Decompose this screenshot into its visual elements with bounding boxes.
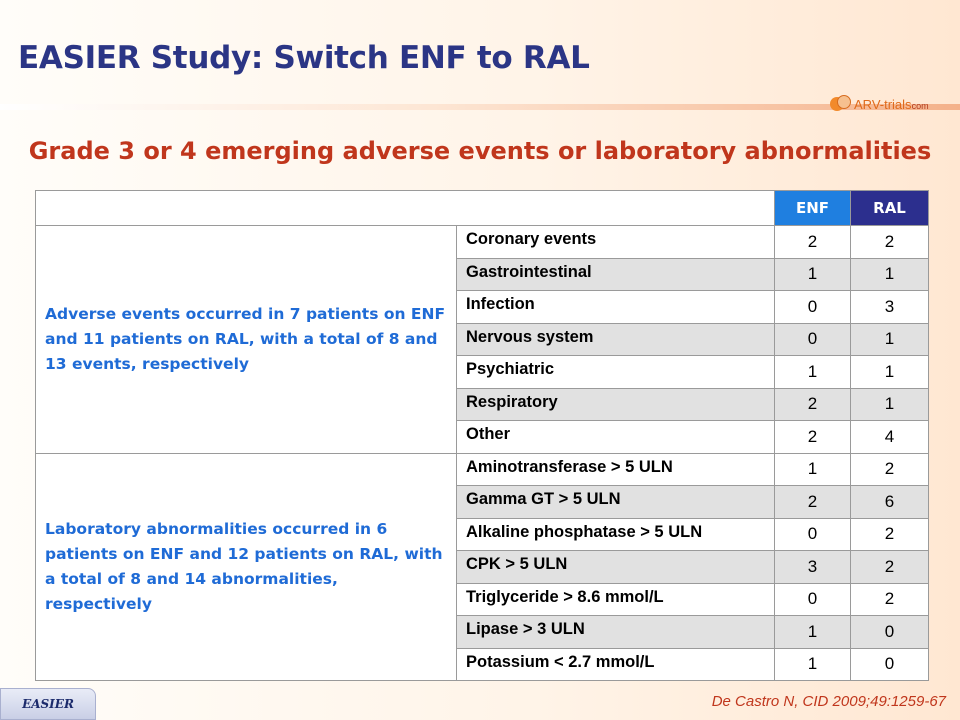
ral-value: 2 [851, 583, 929, 616]
ral-value: 1 [851, 323, 929, 356]
row-label: Gamma GT > 5 ULN [457, 486, 775, 519]
ral-value: 2 [851, 518, 929, 551]
ral-value: 2 [851, 226, 929, 259]
ral-value: 1 [851, 258, 929, 291]
title-divider [0, 104, 960, 110]
adverse-events-summary: Adverse events occurred in 7 patients on ENF and 11 patients on RAL, with a total of 8 and 13 events, respectively [36, 226, 457, 454]
enf-value: 1 [775, 356, 851, 389]
logo-suffix: com [911, 100, 929, 111]
enf-value: 1 [775, 258, 851, 291]
study-tab-label: EASIER [22, 697, 74, 711]
study-tab[interactable] [0, 688, 96, 720]
enf-value: 2 [775, 388, 851, 421]
ral-value: 2 [851, 551, 929, 584]
logo-text [854, 97, 929, 112]
enf-value: 3 [775, 551, 851, 584]
ral-value: 1 [851, 388, 929, 421]
row-label: CPK > 5 ULN [457, 551, 775, 584]
row-label: Alkaline phosphatase > 5 ULN [457, 518, 775, 551]
logo-brand: ARV-trials [854, 96, 912, 112]
row-label: Aminotransferase > 5 ULN [457, 453, 775, 486]
table-row [36, 453, 929, 486]
ral-value: 1 [851, 356, 929, 389]
logo-circles-icon [830, 95, 852, 113]
table-subtitle: Grade 3 or 4 emerging adverse events or laboratory abnormalities [28, 137, 932, 165]
enf-value: 0 [775, 323, 851, 356]
row-label: Respiratory [457, 388, 775, 421]
ral-value: 2 [851, 453, 929, 486]
column-header-enf: ENF [775, 191, 851, 226]
slide-title: EASIER Study: Switch ENF to RAL [18, 40, 590, 76]
row-label: Coronary events [457, 226, 775, 259]
row-label: Potassium < 2.7 mmol/L [457, 648, 775, 681]
enf-value: 1 [775, 648, 851, 681]
lab-abnormalities-summary: Laboratory abnormalities occurred in 6 patients on ENF and 12 patients on RAL, with a total of 8 and 14 abnormalities, respectively [36, 453, 457, 681]
ral-value: 6 [851, 486, 929, 519]
enf-value: 0 [775, 291, 851, 324]
enf-value: 2 [775, 226, 851, 259]
citation: De Castro N, CID 2009;49:1259-67 [711, 693, 946, 710]
ral-value: 4 [851, 421, 929, 454]
table-row [36, 226, 929, 259]
enf-value: 0 [775, 583, 851, 616]
row-label: Psychiatric [457, 356, 775, 389]
arv-trials-logo [830, 93, 929, 115]
column-header-ral: RAL [851, 191, 929, 226]
table-header-row [36, 191, 929, 226]
adverse-events-table [35, 190, 929, 681]
enf-value: 1 [775, 453, 851, 486]
ral-value: 0 [851, 648, 929, 681]
row-label: Other [457, 421, 775, 454]
row-label: Lipase > 3 ULN [457, 616, 775, 649]
ral-value: 0 [851, 616, 929, 649]
row-label: Triglyceride > 8.6 mmol/L [457, 583, 775, 616]
enf-value: 2 [775, 421, 851, 454]
enf-value: 1 [775, 616, 851, 649]
row-label: Infection [457, 291, 775, 324]
header-blank-cell [36, 191, 775, 226]
row-label: Nervous system [457, 323, 775, 356]
enf-value: 2 [775, 486, 851, 519]
ral-value: 3 [851, 291, 929, 324]
row-label: Gastrointestinal [457, 258, 775, 291]
enf-value: 0 [775, 518, 851, 551]
